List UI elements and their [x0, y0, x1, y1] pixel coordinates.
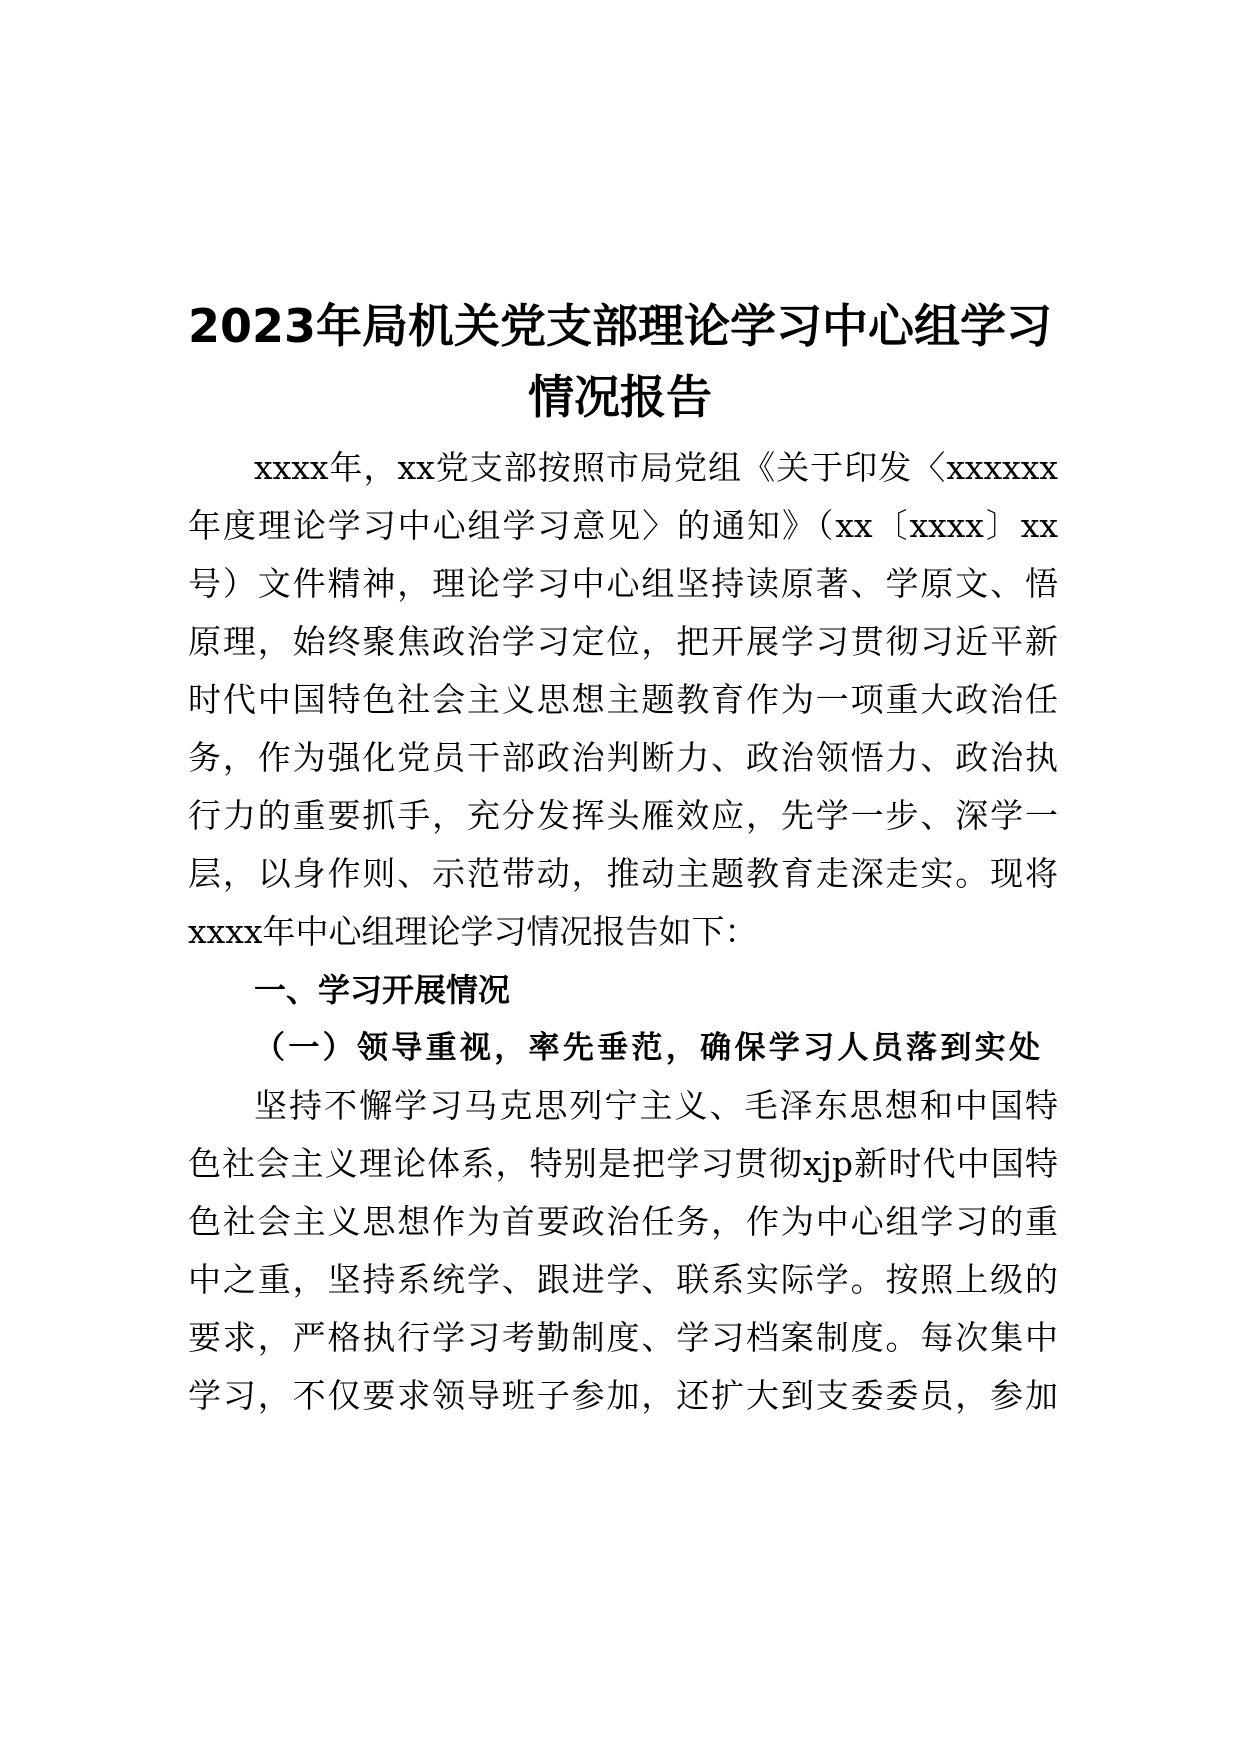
document-title-line-2: 情况报告: [528, 370, 712, 424]
intro-paragraph-line: 号）文件精神，理论学习中心组坚持读原著、学原文、悟: [188, 564, 1058, 603]
body-paragraph-line: 色社会主义思想作为首要政治任务，作为中心组学习的重: [188, 1202, 1058, 1241]
intro-paragraph-line: xxxx年中心组理论学习情况报告如下：: [188, 912, 758, 951]
document-title-line-1: 2023年局机关党支部理论学习中心组学习: [187, 299, 1053, 353]
section-heading: 一、学习开展情况: [254, 971, 511, 1009]
intro-paragraph-line: 层，以身作则、示范带动，推动主题教育走深走实。现将: [188, 854, 1058, 893]
body-paragraph-line: 坚持不懈学习马克思列宁主义、毛泽东思想和中国特: [254, 1086, 1058, 1125]
intro-paragraph-line: 年度理论学习中心组学习意见〉的通知》（xx〔xxxx〕xx: [188, 506, 1058, 545]
body-paragraph-line: 中之重，坚持系统学、跟进学、联系实际学。按照上级的: [188, 1260, 1058, 1299]
body-paragraph-line: 色社会主义理论体系，特别是把学习贯彻xjp新时代中国特: [188, 1144, 1058, 1183]
intro-paragraph-line: 时代中国特色社会主义思想主题教育作为一项重大政治任: [188, 680, 1058, 719]
body-paragraph-line: 要求，严格执行学习考勤制度、学习档案制度。每次集中: [188, 1318, 1058, 1357]
body-paragraph-line: 学习，不仅要求领导班子参加，还扩大到支委委员，参加: [188, 1376, 1058, 1415]
intro-paragraph-line: 行力的重要抓手，充分发挥头雁效应，先学一步、深学一: [188, 796, 1058, 835]
intro-paragraph-line: 原理，始终聚焦政治学习定位，把开展学习贯彻习近平新: [188, 622, 1058, 661]
intro-paragraph-line: xxxx年，xx党支部按照市局党组《关于印发〈xxxxxx: [254, 448, 1058, 487]
intro-paragraph-line: 务，作为强化党员干部政治判断力、政治领悟力、政治执: [188, 738, 1058, 777]
subsection-heading: （一）领导重视，率先垂范，确保学习人员落到实处: [254, 1030, 1040, 1066]
